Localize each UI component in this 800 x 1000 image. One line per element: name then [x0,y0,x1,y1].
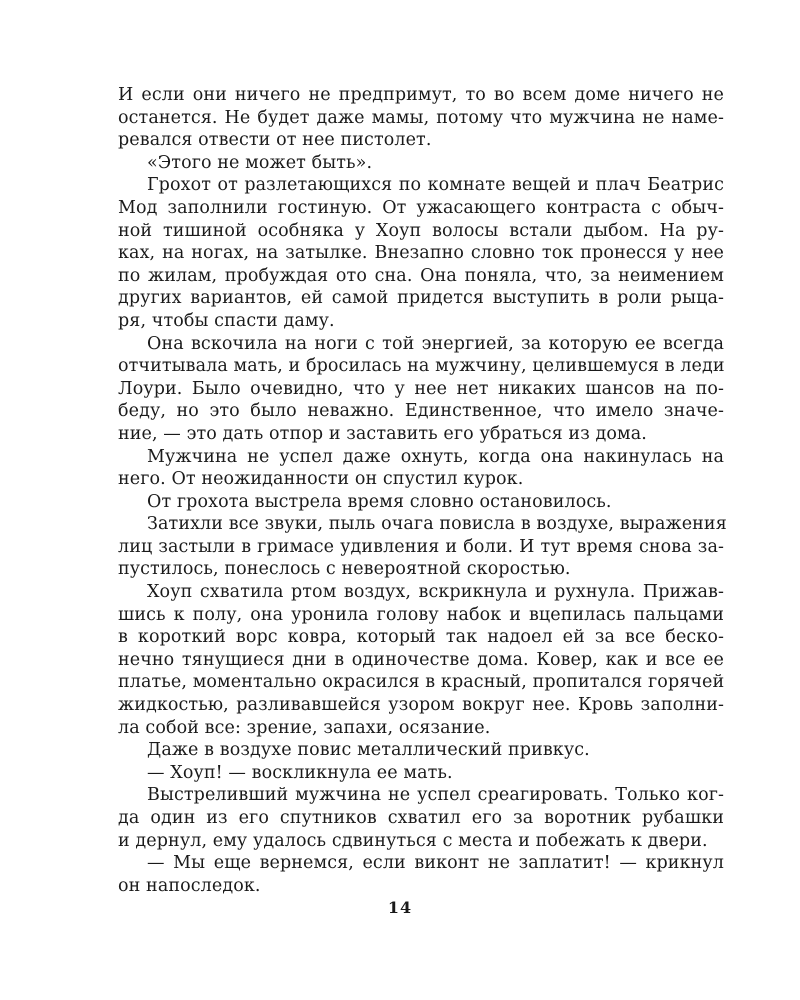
text-line: «Этого не может быть». [147,152,373,173]
text-line: по жилам, пробуждая ото сна. Она поняла, что, за неимением [118,265,724,286]
text-line: От грохота выстрела время словно остановилось. [147,491,612,512]
page-body [118,84,727,897]
text-line: он напоследок. [118,875,261,896]
paragraph [118,152,724,175]
paragraph [118,581,724,739]
text-line: — Хоуп! — воскликнула ее мать. [147,762,453,783]
text-line: останется. Не будет даже мамы, потому что мужчина не наме- [118,107,724,128]
text-line: — Мы еще вернемся, если виконт не заплатит! — крикнул [147,853,724,874]
text-line: ной тишиной особняка у Хоуп волосы встали дыбом. На ру- [118,220,724,241]
text-line: ла собой все: зрение, запахи, осязание. [118,717,491,738]
page-number: 14 [387,898,413,917]
text-line: Лоури. Было очевидно, что у нее нет никаких шансов на по- [118,378,724,399]
text-line: жидкостью, разливавшейся узором вокруг нее. Кровь заполни- [118,695,724,716]
text-line: Мод заполнили гостиную. От ужасающего контраста с обыч- [118,197,724,218]
text-line: пустилось, понеслось с невероятной скоростью. [118,559,571,580]
text-line: Даже в воздухе повис металлический привкус. [147,740,590,761]
text-line: отчитывала мать, и бросилась на мужчину, целившемуся в леди [118,356,725,377]
paragraph [118,852,724,897]
paragraph [118,784,724,852]
text-line: ние, — это дать отпор и заставить его убраться из дома. [118,423,647,444]
paragraph [118,446,724,491]
text-line: шись к полу, она уронила голову набок и вцепилась пальцами [118,604,724,625]
text-line: других вариантов, ей самой придется выступить в роли рыца- [118,288,724,309]
text-line: Мужчина не успел даже охнуть, когда она накинулась на [147,446,724,467]
text-line: нечно тянущиеся дни в одиночестве дома. Ковер, как и все ее [118,649,724,670]
text-line: ревался отвести от нее пистолет. [118,130,432,151]
paragraph [118,739,724,762]
paragraph [118,762,724,785]
text-line: и дернул, ему удалось сдвинуться с места и побежать к двери. [118,830,708,851]
paragraph [118,513,727,581]
paragraph [118,84,724,152]
text-line: беду, но это было неважно. Единственное, что имело значе- [118,401,724,422]
paragraph [118,491,724,514]
text-line: да один из его спутников схватил его за воротник рубашки [118,808,724,828]
paragraph [118,174,724,332]
text-line: Выстреливший мужчина не успел среагировать. Только ког- [147,785,724,806]
text-line: Она вскочила на ноги с той энергией, за которую ее всегда [147,333,724,354]
text-line: Затихли все звуки, пыль очага повисла в воздухе, выражения [147,514,727,535]
text-line: Грохот от разлетающихся по комнате вещей и плач Беатрис [147,175,724,196]
text-line: ря, чтобы спасти даму. [118,310,335,331]
text-line: ках, на ногах, на затылке. Внезапно словно ток пронесся у нее [118,243,724,264]
text-line: него. От неожиданности он спустил курок. [118,469,524,490]
text-line: лиц застыли в гримасе удивления и боли. И тут время снова за- [118,536,724,557]
text-line: платье, моментально окрасился в красный, пропитался горячей [118,672,725,693]
text-line: в короткий ворс ковра, который так надоел ей за все беско- [118,627,724,648]
paragraph [118,333,724,446]
text-line: Хоуп схватила ртом воздух, вскрикнула и рухнула. Прижав- [147,582,724,603]
text-line: И если они ничего не предпримут, то во всем доме ничего не [118,85,724,105]
